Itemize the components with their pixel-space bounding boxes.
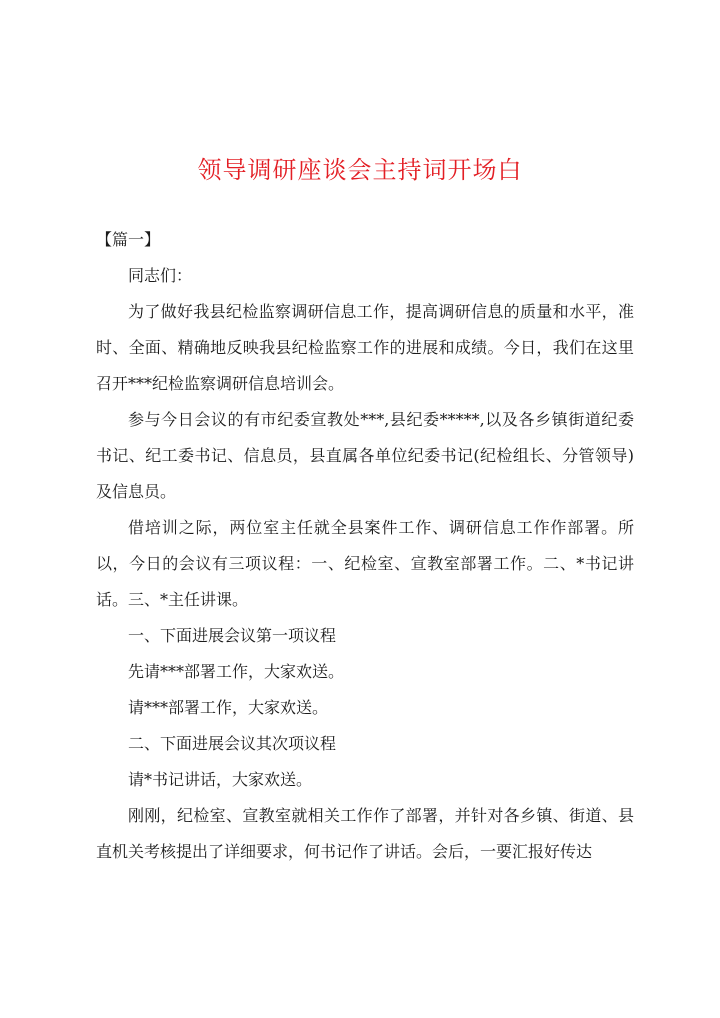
paragraph-agenda-item-2: 二、下面进展会议其次项议程 xyxy=(128,734,337,753)
paragraph-summary: 刚刚，纪检室、宣教室就相关工作作了部署，并针对各乡镇、街道、县直机关考核提出了详细要求，何书记作了讲话。会后，一要汇报好传达 xyxy=(96,806,634,861)
paragraph-first-speaker: 先请***部署工作，大家欢送。 xyxy=(128,662,345,681)
paragraph-secretary-speech: 请*书记讲话，大家欢送。 xyxy=(128,770,313,789)
paragraph-second-speaker: 请***部署工作，大家欢送。 xyxy=(128,698,329,717)
section-label: 【篇一】 xyxy=(96,230,161,249)
paragraph-attendees: 参与今日会议的有市纪委宣教处***,县纪委*****,以及各乡镇街道纪委书记、纪工委书记、信息员，县直属各单位纪委书记(纪检组长、分管领导)及信息员。 xyxy=(96,410,634,501)
document-title: 领导调研座谈会主持词开场白 xyxy=(197,156,523,184)
paragraph-agenda: 借培训之际，两位室主任就全县案件工作、调研信息工作作部署。所以，今日的会议有三项议程：一、纪检室、宣教室部署工作。二、*书记讲话。三、*主任讲课。 xyxy=(96,518,634,609)
document-body xyxy=(96,222,634,870)
paragraph-purpose: 为了做好我县纪检监察调研信息工作，提高调研信息的质量和水平，准时、全面、精确地反映我县纪检监察工作的进展和成绩。今日，我们在这里召开***纪检监察调研信息培训会。 xyxy=(96,302,634,393)
paragraph-greeting: 同志们： xyxy=(128,266,193,285)
paragraph-agenda-item-1: 一、下面进展会议第一项议程 xyxy=(128,626,337,645)
